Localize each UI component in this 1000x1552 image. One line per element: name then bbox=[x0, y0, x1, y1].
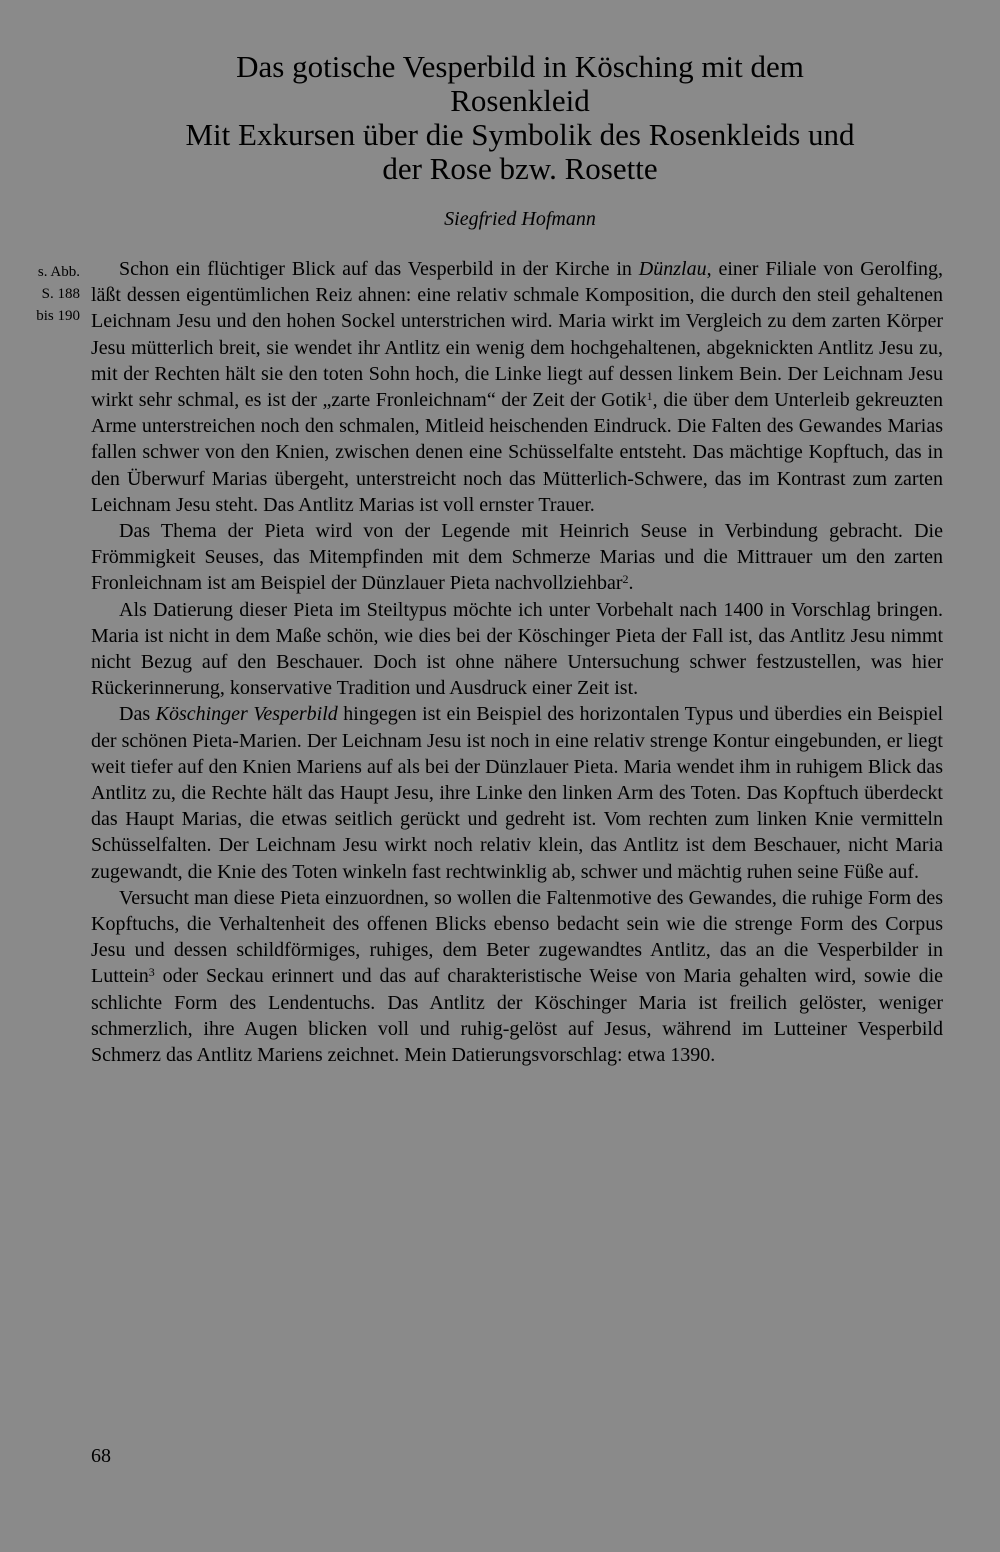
text-run: oder Seckau erinnert und das auf charakteristische Weise von Maria gehalten wird, sowie die schlichte Form des Lendentuchs. Das Antlitz der Köschinger Maria ist freilich gelöster, weniger schmerzlich, ihre Augen blicken voll und ruhig-gelöst auf Jesus, während im Lutteiner Vesperbild Schmerz das Antlitz Mariens zeichnet. Mein Datierungsvorschlag: etwa 1390. bbox=[91, 965, 943, 1067]
artwork-name-italic: Köschinger Vesperbild bbox=[155, 703, 338, 726]
text-run: Schon ein flüchtiger Blick auf das Vesperbild in der Kirche in bbox=[119, 258, 639, 280]
footnote-marker: 2 bbox=[622, 572, 629, 587]
title-line: Rosenkleid bbox=[450, 83, 590, 118]
text-run: Als Datierung dieser Pieta im Steiltypus möchte ich unter Vorbehalt nach 1400 in Vorschlag bringen. Maria ist nicht in dem Maße schön, wie dies bei der Köschinger Pieta der Fall ist, das Antlitz Jesu nimmt nicht Bezug auf den Beschauer. Doch ist ohne nähere Untersuchung schwer festzustellen, was hier Rückerinnerung, konservative Tradition und Ausdruck einer Zeit ist. bbox=[91, 598, 943, 700]
margin-note-line: S. 188 bbox=[41, 286, 80, 302]
text-run: Versucht man diese Pieta einzuordnen, so wollen die Faltenmotive des Gewandes, die ruhige Form des Kopftuchs, die Verhaltenheit des offenen Blicks ebenso bedacht sein wie die strenge Form des Corpus Jesu und dessen schildförmiges, ruhiges, dem Beter zugewandtes Antlitz, das an die Vesperbilder in Luttein bbox=[91, 886, 943, 988]
place-name-italic: Dünzlau bbox=[638, 258, 707, 280]
paragraph bbox=[91, 256, 943, 518]
footnote-marker: 3 bbox=[148, 965, 155, 980]
title-line: Mit Exkursen über die Symbolik des Rosenkleids und bbox=[185, 117, 855, 152]
paragraph bbox=[91, 597, 943, 702]
paragraph bbox=[91, 885, 943, 1068]
text-run: . bbox=[628, 572, 634, 595]
figure-reference-note bbox=[10, 261, 80, 327]
paragraph bbox=[91, 518, 943, 597]
margin-note-line: bis 190 bbox=[36, 308, 80, 324]
paragraph bbox=[91, 701, 943, 884]
text-run: Das bbox=[119, 703, 156, 726]
article-title bbox=[80, 50, 960, 186]
title-line: Das gotische Vesperbild in Kösching mit dem bbox=[236, 49, 804, 84]
article-body bbox=[91, 256, 943, 1068]
text-run: , einer Filiale von Gerolfing, läßt dessen eigentümlichen Reiz ahnen: eine relativ schmale Komposition, die durch den steil gehaltenen Leichnam Jesu und den hohen Sockel unterstrichen wird. Maria wirkt im Vergleich zu dem zarten Körper Jesu mütterlich breit, sie wendet ihr Antlitz ein wenig dem hochgehaltenen, abgeknickten Antlitz Jesu zu, mit der Rechten hält sie den toten Sohn hoch, die Linke liegt auf dessen linkem Bein. Der Leichnam Jesu wirkt sehr schmal, es ist der „zarte Fronleichnam“ der Zeit der Gotik bbox=[91, 258, 944, 412]
title-line: der Rose bzw. Rosette bbox=[382, 151, 658, 186]
author-name: Siegfried Hofmann bbox=[444, 208, 596, 230]
footnote-marker: 1 bbox=[646, 389, 653, 404]
margin-note-line: s. Abb. bbox=[37, 264, 80, 280]
page-number: 68 bbox=[91, 1445, 111, 1467]
text-run: hingegen ist ein Beispiel des horizontalen Typus und überdies ein Beispiel der schönen Pieta-Marien. Der Leichnam Jesu ist noch in eine relativ strenge Kontur eingebunden, er liegt weit tiefer auf den Knien Mariens auf als bei der Dünzlauer Pieta. Maria wendet ihm in ruhigem Blick das Antlitz zu, die Rechte hält das Haupt Jesu, ihre Linke den linken Arm des Toten. Das Kopftuch überdeckt das Haupt Marias, die etwas seitlich gerückt und gedreht ist. Vom rechten zum linken Knie vermitteln Schüsselfalten. Der Leichnam Jesu wirkt noch relativ klein, das Antlitz ist dem Beschauer, nicht Maria zugewandt, die Knie des Toten winkeln fast rechtwinklig ab, schwer und mächtig ruhen seine Füße auf. bbox=[91, 703, 943, 883]
text-run: , die über dem Unterleib gekreuzten Arme unterstreichen noch den schmalen, Mitleid heischenden Eindruck. Die Falten des Gewandes Marias fallen schwer von den Knien, zwischen denen eine Schüsselfalte entsteht. Das mächtige Kopftuch, das in den Überwurf Marias übergeht, unterstreicht noch das Mütterlich-Schwere, das im Kontrast zum zarten Leichnam Jesu steht. Das Antlitz Marias ist voll ernster Trauer. bbox=[91, 389, 943, 516]
text-run: Das Thema der Pieta wird von der Legende mit Heinrich Seuse in Verbindung gebracht. Die Frömmigkeit Seuses, das Mitempfinden mit dem Schmerze Marias und die Mittrauer um den zarten Fronleichnam ist am Beispiel der Dünzlauer Pieta nachvollziehbar bbox=[91, 520, 943, 595]
